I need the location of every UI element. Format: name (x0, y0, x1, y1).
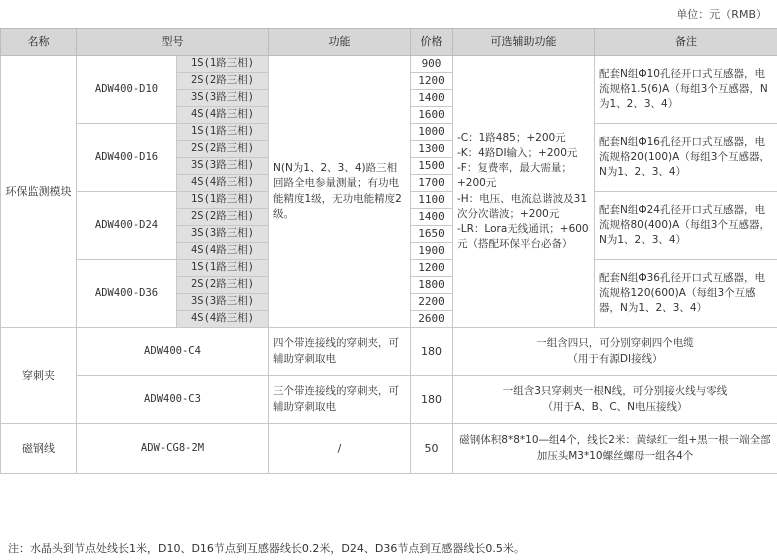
clip-function: 四个带连接线的穿刺夹，可辅助穿刺取电 (269, 328, 411, 376)
table-row (1, 376, 777, 424)
unit-label: 单位：元（RMB） (676, 8, 767, 21)
header-row (1, 29, 777, 56)
clip-price: 180 (411, 328, 453, 376)
model-remark: 配套N组Φ24孔径开口式互感器，电流规格80(400)A（每组3个互感器，N为1、2、3、4） (595, 192, 777, 260)
variant-price: 1400 (411, 209, 453, 226)
model-name: ADW400-D36 (77, 260, 177, 328)
group-name-magnet: 磁钢线 (1, 424, 77, 474)
env-options: -C：1路485；+200元 -K：4路DI输入；+200元 -F：复费率，最大需量；+200元 -H：电压、电流总谐波及31次分次谐波；+200元 -LR：Lora无线通讯；+600元（搭配环保平台必备） (453, 56, 595, 328)
clip-model: ADW400-C3 (77, 376, 269, 424)
model-remark: 配套N组Φ36孔径开口式互感器，电流规格120(600)A（每组3个互感器，N为1、2、3、4） (595, 260, 777, 328)
clip-function: 三个带连接线的穿刺夹，可辅助穿刺取电 (269, 376, 411, 424)
magnet-remark: 磁钢体积8*8*10—组4个，线长2米：黄绿红一组+黑一根一端全部加压头M3*10螺丝螺母一组各4个 (453, 424, 777, 474)
variant-price: 1200 (411, 73, 453, 90)
variant-price: 1650 (411, 226, 453, 243)
variant-label: 1S(1路三相) (177, 56, 269, 73)
variant-price: 1700 (411, 175, 453, 192)
header-function: 功能 (269, 29, 411, 56)
clip-remark: 一组含四只，可分别穿刺四个电缆 （用于有源DI接线） (453, 328, 777, 376)
variant-label: 2S(2路三相) (177, 277, 269, 294)
price-table (0, 28, 777, 474)
variant-label: 2S(2路三相) (177, 73, 269, 90)
variant-price: 2200 (411, 294, 453, 311)
variant-price: 1000 (411, 124, 453, 141)
variant-label: 4S(4路三相) (177, 311, 269, 328)
clip-remark: 一组含3只穿刺夹一根N线，可分别接火线与零线 （用于A、B、C、N电压接线） (453, 376, 777, 424)
variant-price: 1200 (411, 260, 453, 277)
footnote: 注：水晶头到节点处线长1米，D10、D16节点到互感器线长0.2米，D24、D36节点到互感器线长0.5米。 (8, 542, 525, 555)
model-name: ADW400-D24 (77, 192, 177, 260)
variant-label: 3S(3路三相) (177, 90, 269, 107)
header-name: 名称 (1, 29, 77, 56)
header-remarks: 备注 (595, 29, 777, 56)
clip-price: 180 (411, 376, 453, 424)
model-remark: 配套N组Φ16孔径开口式互感器，电流规格20(100)A（每组3个互感器，N为1、2、3、4） (595, 124, 777, 192)
model-remark: 配套N组Φ10孔径开口式互感器，电流规格1.5(6)A（每组3个互感器，N为1、2、3、4） (595, 56, 777, 124)
variant-price: 1600 (411, 107, 453, 124)
variant-price: 1900 (411, 243, 453, 260)
table-body (1, 56, 777, 474)
magnet-model: ADW-CG8-2M (77, 424, 269, 474)
table-row (1, 328, 777, 376)
variant-label: 3S(3路三相) (177, 158, 269, 175)
variant-label: 3S(3路三相) (177, 294, 269, 311)
variant-price: 900 (411, 56, 453, 73)
variant-price: 2600 (411, 311, 453, 328)
variant-label: 2S(2路三相) (177, 209, 269, 226)
variant-label: 1S(1路三相) (177, 260, 269, 277)
header-model: 型号 (77, 29, 269, 56)
variant-label: 3S(3路三相) (177, 226, 269, 243)
model-name: ADW400-D10 (77, 56, 177, 124)
group-name-clip: 穿刺夹 (1, 328, 77, 424)
variant-price: 1800 (411, 277, 453, 294)
env-function: N(N为1、2、3、4)路三相回路全电参量测量；有功电能精度1级，无功电能精度2级。 (269, 56, 411, 328)
clip-model: ADW400-C4 (77, 328, 269, 376)
variant-price: 1400 (411, 90, 453, 107)
variant-label: 4S(4路三相) (177, 175, 269, 192)
variant-price: 1300 (411, 141, 453, 158)
table-row (1, 56, 777, 73)
variant-label: 1S(1路三相) (177, 192, 269, 209)
variant-price: 1100 (411, 192, 453, 209)
variant-label: 1S(1路三相) (177, 124, 269, 141)
variant-price: 1500 (411, 158, 453, 175)
header-options: 可选辅助功能 (453, 29, 595, 56)
variant-label: 4S(4路三相) (177, 107, 269, 124)
model-name: ADW400-D16 (77, 124, 177, 192)
variant-label: 4S(4路三相) (177, 243, 269, 260)
header-price: 价格 (411, 29, 453, 56)
magnet-function: / (269, 424, 411, 474)
magnet-price: 50 (411, 424, 453, 474)
table-row (1, 424, 777, 474)
variant-label: 2S(2路三相) (177, 141, 269, 158)
group-name-env: 环保监测模块 (1, 56, 77, 328)
